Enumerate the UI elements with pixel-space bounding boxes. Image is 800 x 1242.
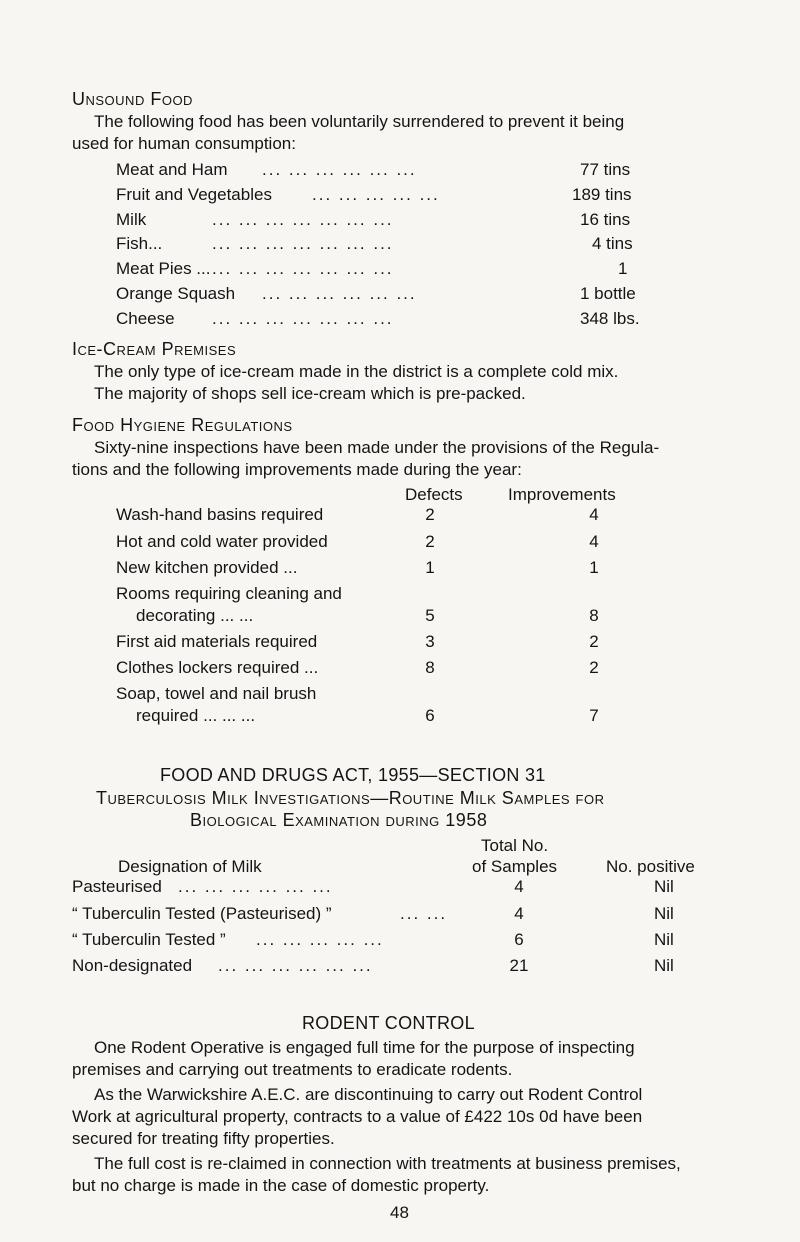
table-cell-total: 4 [514,904,524,923]
list-item-label: Meat and Ham [116,160,228,179]
table-row-label-cont: decorating ... ... [136,606,254,625]
list-item-value: 1 [618,259,628,278]
table-row-dots: ... ... ... ... ... ... [178,877,333,896]
table-row-label: Non-designated [72,956,193,975]
icecream-heading: Ice-Cream Premises [72,339,237,359]
list-item-dots: ... ... ... ... ... ... [262,284,417,303]
col-total-header-line2: of Samples [472,857,558,876]
rodent-p2-line1: As the Warwickshire A.E.C. are discontinuing to carry out Rodent Control [94,1085,643,1104]
icecream-line1: The only type of ice-cream made in the district is a complete cold mix. [94,362,619,381]
table-cell-improvements: 8 [589,606,599,625]
table-cell-improvements: 7 [589,706,599,725]
list-item-dots: ... ... ... ... ... ... ... [212,259,394,278]
food-drugs-subheading-line1: Tuberculosis Milk Investigations—Routine Milk Samples for [96,788,605,808]
list-item-dots: ... ... ... ... ... ... ... [212,210,394,229]
table-cell-defects: 2 [425,505,435,524]
col-defects-header: Defects [405,485,463,504]
table-row-dots: ... ... [400,904,448,923]
list-item-label: Meat Pies ... [116,259,211,278]
table-row-label: Clothes lockers required ... [116,658,319,677]
table-cell-defects: 8 [425,658,435,677]
table-row-dots: ... ... ... ... ... ... [218,956,373,975]
list-item-label: Orange Squash [116,284,236,303]
list-item-value: 4 tins [592,234,633,253]
table-cell-total: 6 [514,930,524,949]
table-cell-defects: 2 [425,532,435,551]
col-improvements-header: Improvements [508,485,616,504]
table-cell-total: 4 [514,877,524,896]
rodent-p3-line1: The full cost is re-claimed in connection with treatments at business premises, [94,1154,681,1173]
food-drugs-heading: FOOD AND DRUGS ACT, 1955—SECTION 31 [160,765,546,785]
table-row-label: “ Tuberculin Tested (Pasteurised) ” [72,904,332,923]
table-row-label: Soap, towel and nail brush [116,684,317,703]
rodent-p1-line1: One Rodent Operative is engaged full time for the purpose of inspecting [94,1038,635,1057]
rodent-p1-line2: premises and carrying out treatments to eradicate rodents. [72,1060,513,1079]
table-cell-total: 21 [509,956,529,975]
table-cell-defects: 3 [425,632,435,651]
hygiene-line1: Sixty-nine inspections have been made under the provisions of the Regula- [94,438,660,457]
unsound-intro-line1: The following food has been voluntarily surrendered to prevent it being [94,112,625,131]
list-item-label: Milk [116,210,147,229]
table-cell-positive: Nil [654,877,674,896]
table-row-label: New kitchen provided ... [116,558,298,577]
hygiene-heading: Food Hygiene Regulations [72,415,293,435]
col-positive-header: No. positive [606,857,695,876]
list-item-value: 77 tins [580,160,631,179]
list-item-dots: ... ... ... ... ... ... ... [212,309,394,328]
list-item-value: 16 tins [580,210,631,229]
rodent-p2-line3: secured for treating fifty properties. [72,1129,335,1148]
table-cell-improvements: 2 [589,658,599,677]
table-cell-defects: 6 [425,706,435,725]
table-cell-positive: Nil [654,930,674,949]
table-cell-improvements: 4 [589,532,599,551]
table-cell-defects: 1 [425,558,435,577]
col-total-header-line1: Total No. [481,836,549,855]
table-cell-defects: 5 [425,606,435,625]
list-item-dots: ... ... ... ... ... ... ... [212,234,394,253]
table-row-label: Rooms requiring cleaning and [116,584,342,603]
list-item-value: 189 tins [572,185,632,204]
list-item-value: 1 bottle [580,284,636,303]
table-row-label: First aid materials required [116,632,318,651]
table-row-label: Wash-hand basins required [116,505,324,524]
table-row-label-cont: required ... ... ... [136,706,256,725]
page-number: 48 [390,1203,409,1222]
table-row-label: Pasteurised [72,877,162,896]
table-row-dots: ... ... ... ... ... [256,930,384,949]
unsound-food-heading: Unsound Food [72,89,193,109]
list-item-label: Cheese [116,309,175,328]
table-cell-improvements: 2 [589,632,599,651]
list-item-dots: ... ... ... ... ... [312,185,440,204]
table-row-label: “ Tuberculin Tested ” [72,930,226,949]
rodent-p3-line2: but no charge is made in the case of domestic property. [72,1176,490,1195]
list-item-label: Fish... [116,234,163,253]
rodent-control-heading: RODENT CONTROL [302,1013,475,1033]
table-cell-improvements: 1 [589,558,599,577]
hygiene-line2: tions and the following improvements made during the year: [72,460,522,479]
list-item-dots: ... ... ... ... ... ... [262,160,417,179]
table-cell-positive: Nil [654,904,674,923]
unsound-intro-line2: used for human consumption: [72,134,296,153]
col-designation-header: Designation of Milk [118,857,262,876]
icecream-line2: The majority of shops sell ice-cream which is pre-packed. [94,384,526,403]
food-drugs-subheading-line2: Biological Examination during 1958 [190,810,488,830]
table-cell-improvements: 4 [589,505,599,524]
list-item-value: 348 lbs. [580,309,640,328]
table-row-label: Hot and cold water provided [116,532,328,551]
table-cell-positive: Nil [654,956,674,975]
rodent-p2-line2: Work at agricultural property, contracts to a value of £422 10s 0d have been [72,1107,643,1126]
list-item-label: Fruit and Vegetables [116,185,272,204]
